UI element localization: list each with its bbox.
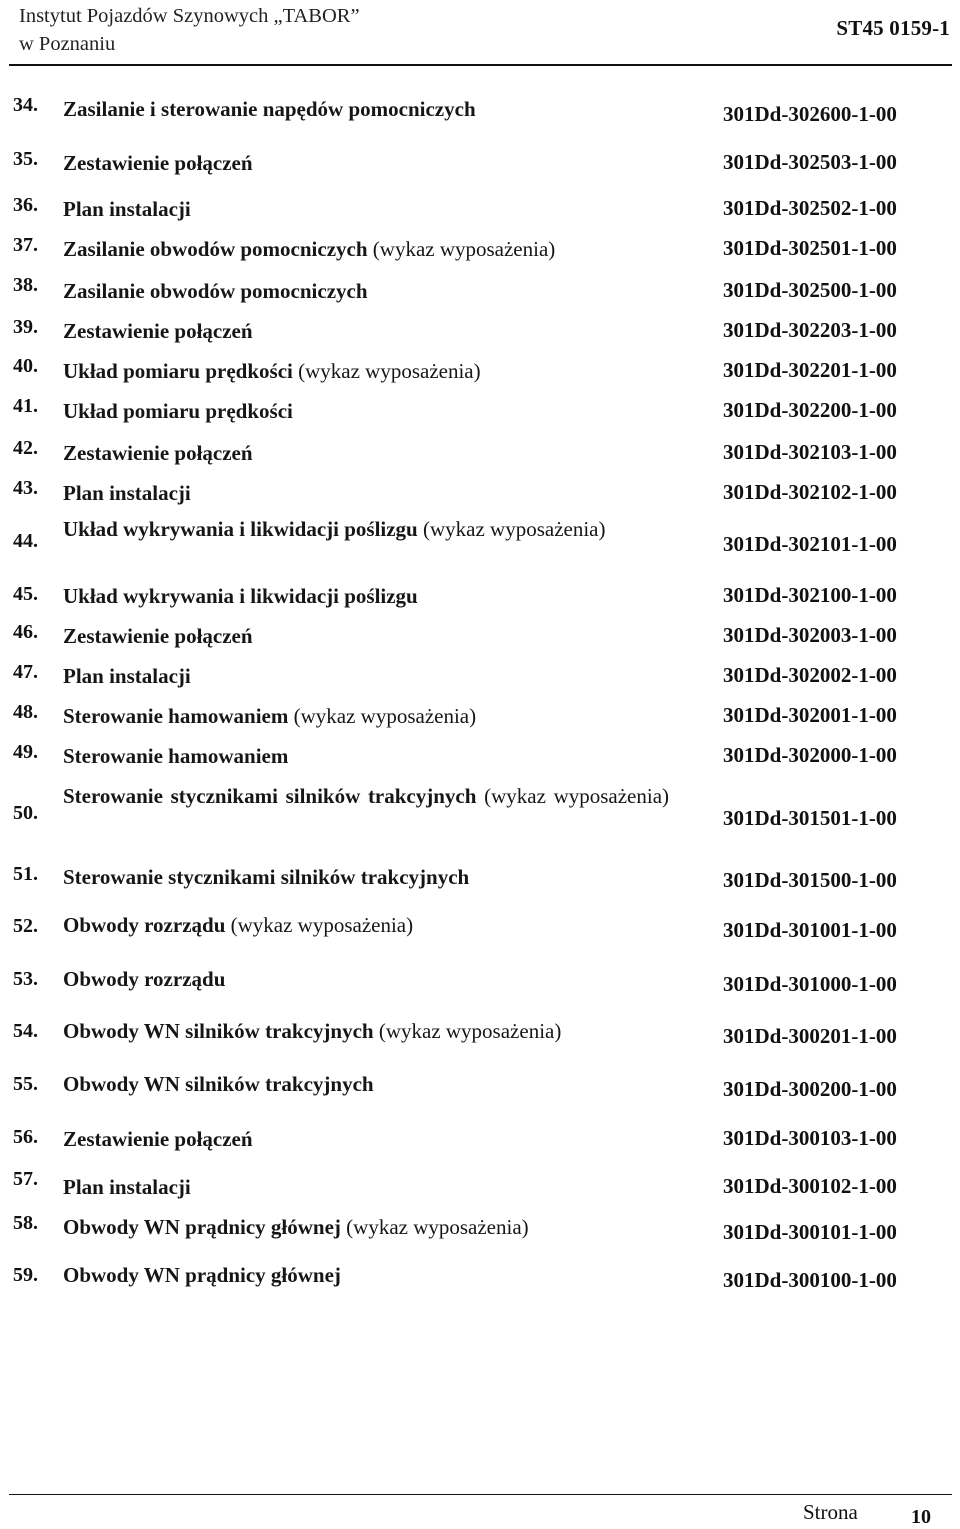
item-number: 51. [13, 863, 38, 885]
item-title-text: Plan instalacji [63, 481, 191, 505]
drawing-code: 301Dd-302001-1-00 [723, 703, 897, 727]
drawing-code: 301Dd-300100-1-00 [723, 1268, 897, 1292]
item-title-text: Układ pomiaru prędkości [63, 399, 293, 423]
item-number: 48. [13, 701, 38, 723]
item-title [63, 663, 669, 690]
item-title-text: Sterowanie stycznikami silników trakcyjnych [63, 865, 470, 889]
item-note: (wykaz wyposażenia) [484, 784, 670, 808]
drawing-code: 301Dd-302102-1-00 [723, 480, 897, 504]
item-title [63, 703, 669, 730]
item-title-text: Obwody WN silników trakcyjnych [63, 1072, 374, 1096]
item-title [63, 966, 669, 993]
item-title [63, 1214, 669, 1241]
item-number: 59. [13, 1264, 38, 1286]
item-number: 58. [13, 1212, 38, 1234]
drawing-code: 301Dd-302003-1-00 [723, 623, 897, 647]
item-number: 41. [13, 395, 38, 417]
item-title [63, 783, 669, 810]
item-number: 38. [13, 274, 38, 296]
item-title-text: Sterowanie stycznikami silników trakcyjnych [63, 784, 477, 808]
drawing-code: 301Dd-300200-1-00 [723, 1077, 897, 1101]
item-title-text: Obwody WN prądnicy głównej [63, 1215, 341, 1239]
item-number: 57. [13, 1168, 38, 1190]
item-number: 49. [13, 741, 38, 763]
drawing-code: 301Dd-302503-1-00 [723, 150, 897, 174]
item-title [63, 1071, 669, 1098]
item-title [63, 440, 669, 467]
item-title [63, 1262, 669, 1289]
item-title [63, 96, 669, 123]
drawing-code: 301Dd-302100-1-00 [723, 583, 897, 607]
item-title-text: Zestawienie połączeń [63, 319, 253, 343]
drawing-code: 301Dd-302600-1-00 [723, 102, 897, 126]
item-title [63, 1126, 669, 1153]
item-title-text: Sterowanie hamowaniem [63, 744, 289, 768]
item-title-text: Zestawienie połączeń [63, 441, 253, 465]
item-title [63, 583, 669, 610]
item-number: 52. [13, 915, 38, 937]
item-number: 34. [13, 94, 38, 116]
drawing-code: 301Dd-302101-1-00 [723, 532, 897, 556]
item-title-text: Zasilanie i sterowanie napędów pomocniczych [63, 97, 476, 121]
page-label: Strona [803, 1500, 858, 1524]
item-title [63, 398, 669, 425]
item-title-text: Układ pomiaru prędkości [63, 359, 293, 383]
item-title-text: Obwody WN prądnicy głównej [63, 1263, 341, 1287]
item-title-text: Plan instalacji [63, 197, 191, 221]
item-title [63, 912, 669, 939]
drawing-code: 301Dd-302200-1-00 [723, 398, 897, 422]
drawing-code: 301Dd-300201-1-00 [723, 1024, 897, 1048]
item-title [63, 278, 669, 305]
item-note: (wykaz wyposażenia) [422, 517, 606, 541]
drawing-code: 301Dd-300102-1-00 [723, 1174, 897, 1198]
drawing-code: 301Dd-302203-1-00 [723, 318, 897, 342]
item-title [63, 623, 669, 650]
drawing-code: 301Dd-302201-1-00 [723, 358, 897, 382]
item-title [63, 358, 669, 385]
header-divider [9, 64, 952, 66]
item-title-text: Zasilanie obwodów pomocniczych [63, 279, 368, 303]
item-title [63, 196, 669, 223]
item-number: 44. [13, 530, 38, 552]
item-title [63, 480, 669, 507]
item-title [63, 150, 669, 177]
drawing-code: 301Dd-301501-1-00 [723, 806, 897, 830]
item-number: 53. [13, 968, 38, 990]
organization-name [19, 2, 360, 58]
item-number: 50. [13, 802, 38, 824]
item-number: 35. [13, 148, 38, 170]
drawing-code: 301Dd-302501-1-00 [723, 236, 897, 260]
item-title-text: Obwody rozrządu [63, 913, 226, 937]
organization-line-2: w Poznaniu [19, 33, 116, 55]
item-title-text: Obwody rozrządu [63, 967, 226, 991]
item-number: 45. [13, 583, 38, 605]
item-title [63, 864, 669, 891]
item-number: 43. [13, 477, 38, 499]
item-note: (wykaz wyposażenia) [378, 1019, 562, 1043]
page-header [0, 0, 960, 66]
drawing-code: 301Dd-301001-1-00 [723, 918, 897, 942]
item-title-text: Zestawienie połączeń [63, 624, 253, 648]
item-title-text: Zestawienie połączeń [63, 1127, 253, 1151]
item-title-text: Plan instalacji [63, 664, 191, 688]
drawing-code: 301Dd-301500-1-00 [723, 868, 897, 892]
page-footer [0, 1480, 960, 1528]
drawing-code: 301Dd-302502-1-00 [723, 196, 897, 220]
item-note: (wykaz wyposażenia) [293, 704, 477, 728]
item-note: (wykaz wyposażenia) [230, 913, 414, 937]
footer-divider [9, 1494, 952, 1495]
item-title-text: Układ wykrywania i likwidacji poślizgu [63, 584, 418, 608]
item-title [63, 743, 669, 770]
item-number: 56. [13, 1126, 38, 1148]
item-number: 47. [13, 661, 38, 683]
item-title [63, 318, 669, 345]
item-number: 36. [13, 194, 38, 216]
item-note: (wykaz wyposażenia) [298, 359, 481, 383]
item-title-text: Układ wykrywania i likwidacji poślizgu [63, 517, 418, 541]
item-title-text: Plan instalacji [63, 1175, 191, 1199]
item-title [63, 236, 669, 263]
item-title [63, 1174, 669, 1201]
drawing-code: 301Dd-301000-1-00 [723, 972, 897, 996]
document-id: ST45 0159-1 [836, 16, 950, 40]
item-note: (wykaz wyposażenia) [346, 1215, 529, 1239]
item-number: 39. [13, 316, 38, 338]
drawing-code: 301Dd-302000-1-00 [723, 743, 897, 767]
page-number: 10 [911, 1506, 931, 1528]
item-title [63, 1018, 669, 1045]
item-number: 54. [13, 1020, 38, 1042]
item-title-text: Zasilanie obwodów pomocniczych [63, 237, 368, 261]
organization-line-1: Instytut Pojazdów Szynowych „TABOR” [19, 5, 360, 27]
item-title [63, 516, 669, 543]
item-note: (wykaz wyposażenia) [372, 237, 556, 261]
drawing-code: 301Dd-300101-1-00 [723, 1220, 897, 1244]
drawing-code: 301Dd-302002-1-00 [723, 663, 897, 687]
item-title-text: Sterowanie hamowaniem [63, 704, 289, 728]
drawing-code: 301Dd-302500-1-00 [723, 278, 897, 302]
item-number: 46. [13, 621, 38, 643]
item-number: 40. [13, 355, 38, 377]
item-number: 55. [13, 1073, 38, 1095]
item-title-text: Zestawienie połączeń [63, 151, 253, 175]
item-title-text: Obwody WN silników trakcyjnych [63, 1019, 374, 1043]
drawing-code: 301Dd-302103-1-00 [723, 440, 897, 464]
item-number: 37. [13, 234, 38, 256]
item-number: 42. [13, 437, 38, 459]
drawing-code: 301Dd-300103-1-00 [723, 1126, 897, 1150]
